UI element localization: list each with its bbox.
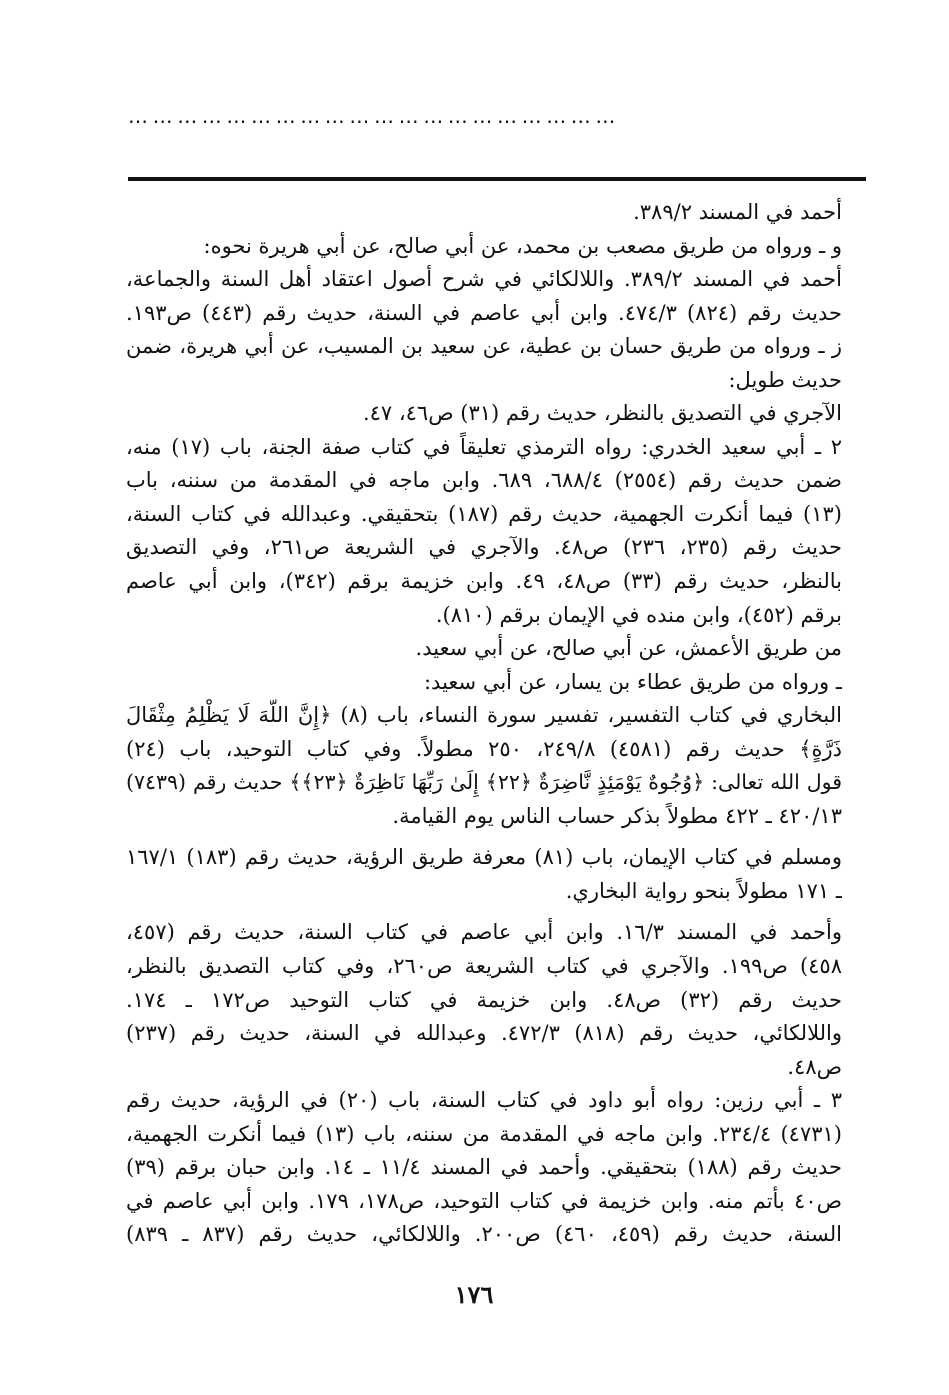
text-line: حديث طويل: (728, 367, 842, 392)
text-line: ص٤٨. (787, 1054, 842, 1079)
paragraph-gap (126, 833, 842, 841)
text-line: برقم (٤٥٢)، وابن منده في الإيمان برقم (٨١٠). (435, 602, 842, 627)
footnote-text-block (126, 196, 842, 1252)
text-line: حديث رقم (٨٢٤) ٤٧٤/٣. وابن أبي عاصم في السنة، حديث رقم (٤٤٣) ص١٩٣. (126, 300, 842, 325)
text-line: ومسلم في كتاب الإيمان، باب (٨١) معرفة طريق الرؤية، حديث رقم (١٨٣) ١٦٧/١ (126, 845, 842, 870)
text-line: ـ ورواه من طريق عطاء بن يسار، عن أبي سعيد: (423, 669, 842, 694)
text-line: أحمد في المسند ٣٨٩/٢. (633, 200, 842, 224)
text-line: ذَرَّةٍ﴾ حديث رقم (٤٥٨١) ٢٤٩/٨، ٢٥٠ مطولاً. وفي كتاب التوحيد، باب (٢٤) (126, 736, 842, 761)
text-line: حديث رقم (١٨٨) بتحقيقي. وأحمد في المسند ١١/٤ ـ ١٤. وابن حبان برقم (٣٩) (126, 1155, 842, 1180)
text-line: واللالكائي، حديث رقم (٨١٨) ٤٧٢/٣. وعبدالله في السنة، حديث رقم (٢٣٧) (126, 1021, 842, 1046)
text-line: من طريق الأعمش، عن أبي صالح، عن أبي سعيد. (415, 636, 842, 661)
text-line: السنة، حديث رقم (٤٥٩، ٤٦٠) ص٢٠٠. واللالكائي، حديث رقم (٨٣٧ ـ ٨٣٩) (126, 1222, 842, 1247)
text-line: ٤٢٠/١٣ ـ ٤٢٢ مطولاً بذكر حساب الناس يوم القيامة. (392, 803, 842, 828)
text-line: بالنظر، حديث رقم (٣٣) ص٤٨، ٤٩. وابن خزيمة برقم (٣٤٢)، وابن أبي عاصم (126, 569, 842, 594)
text-line: ز ـ ورواه من طريق حسان بن عطية، عن سعيد بن المسيب، عن أبي هريرة، ضمن (126, 334, 842, 359)
paragraph-gap (126, 908, 842, 916)
text-line: الآجري في التصديق بالنظر، حديث رقم (٣١) ص٤٦، ٤٧. (362, 401, 842, 426)
page-number: ١٧٦ (454, 1280, 494, 1309)
text-line: ٤٥٨) ص١٩٩. والآجري في كتاب الشريعة ص٢٦٠، وفي كتاب التصديق بالنظر، (126, 954, 842, 979)
text-line: ضمن حديث رقم (٢٥٥٤) ٦٨٨/٤، ٦٨٩. وابن ماجه في المقدمة من سننه، باب (126, 468, 842, 493)
text-line: قول الله تعالى: ﴿وُجُوهٌ يَوْمَئِذٍ نَّاضِرَةٌ ﴿٢٢﴾ إِلَىٰ رَبِّهَا نَاظِرَةٌ ﴿٢٣﴾﴾ حديث رقم (٧٤٣٩) (126, 770, 842, 795)
text-line: و ـ ورواه من طريق مصعب بن محمد، عن أبي صالح، عن أبي هريرة نحوه: (203, 233, 842, 258)
text-line: وأحمد في المسند ١٦/٣. وابن أبي عاصم في كتاب السنة، حديث رقم (٤٥٧، (126, 920, 842, 945)
footnote-separator-rule (128, 177, 866, 181)
text-line: حديث رقم (٣٢) ص٤٨. وابن خزيمة في كتاب التوحيد ص١٧٢ ـ ١٧٤. (126, 987, 842, 1012)
text-line: ـ ١٧١ مطولاً بنحو رواية البخاري. (565, 878, 842, 903)
text-line: (٤٧٣١) ٢٣٤/٤. وابن ماجه في المقدمة من سننه، باب (١٣) فيما أنكرت الجهمية، (126, 1121, 842, 1146)
text-line: أحمد في المسند ٣٨٩/٢. واللالكائي في شرح أصول اعتقاد أهل السنة والجماعة، (126, 267, 842, 292)
text-line: ٣ ـ أبي رزين: رواه أبو داود في كتاب السنة، باب (٢٠) في الرؤية، حديث رقم (126, 1088, 842, 1113)
text-line: ص٤٠ بأتم منه. وابن خزيمة في كتاب التوحيد، ص١٧٨، ١٧٩. وابن أبي عاصم في (126, 1188, 842, 1213)
text-line: البخاري في كتاب التفسير، تفسير سورة النساء، باب (٨) ﴿إِنَّ اللَّهَ لَا يَظْلِمُ مِثْقَالَ (126, 703, 842, 728)
dotted-header-line: …………………………………………………… (128, 108, 620, 124)
text-line: حديث رقم (٢٣٥، ٢٣٦) ص٤٨. والآجري في الشريعة ص٢٦١، وفي التصديق (126, 535, 842, 560)
text-line: ٢ ـ أبي سعيد الخدري: رواه الترمذي تعليقاً في كتاب صفة الجنة، باب (١٧) منه، (126, 434, 842, 459)
text-line: (١٣) فيما أنكرت الجهمية، حديث رقم (١٨٧) بتحقيقي. وعبدالله في كتاب السنة، (126, 501, 842, 526)
